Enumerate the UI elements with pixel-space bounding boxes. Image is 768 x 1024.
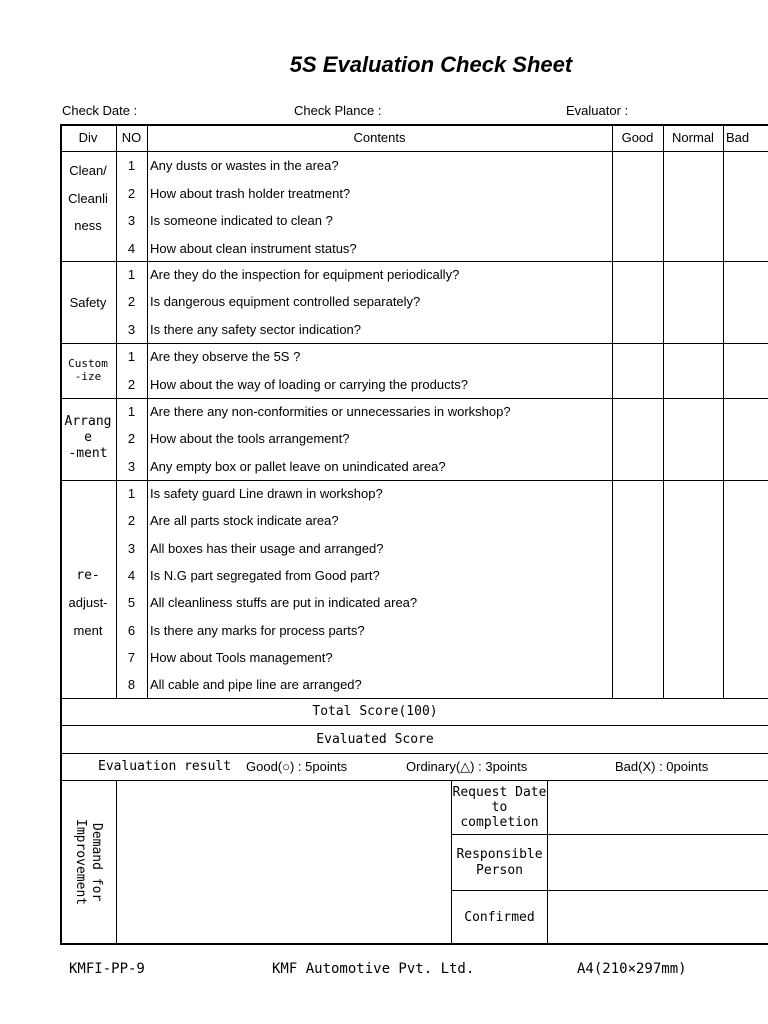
responsible-person-label: Responsible Person — [456, 846, 543, 878]
item-text: How about trash holder treatment? — [150, 185, 351, 201]
header-contents: Contents — [353, 130, 406, 145]
div-clean-line: ness — [74, 218, 102, 233]
evaluator-label: Evaluator : — [566, 103, 629, 118]
header-bad: Bad — [726, 130, 750, 145]
item-no: 1 — [127, 486, 136, 502]
table-vline — [116, 780, 117, 944]
item-text: How about Tools management? — [150, 649, 333, 665]
item-no: 5 — [127, 595, 136, 611]
evaluation-table — [60, 124, 768, 945]
item-no: 4 — [127, 568, 136, 584]
div-clean — [60, 157, 116, 240]
evaluation-result-label: Evaluation result — [98, 759, 232, 774]
demand-for-improvement-label: Demand for Improvement — [73, 818, 104, 906]
item-text: All cable and pipe line are arranged? — [150, 677, 362, 693]
table-hline — [60, 398, 768, 399]
item-text: How about the way of loading or carrying the products? — [150, 376, 468, 392]
item-no: 2 — [127, 513, 136, 529]
item-text: Is dangerous equipment controlled separately? — [150, 294, 421, 310]
item-no: 1 — [127, 349, 136, 365]
confirmed-label: Confirmed — [464, 909, 535, 925]
div-clean-line: Clean/ — [69, 163, 107, 178]
table-vline — [612, 124, 613, 698]
item-text: Are all parts stock indicate area? — [150, 513, 339, 529]
div-customize — [60, 357, 116, 383]
table-hline — [60, 943, 768, 945]
header-good: Good — [621, 130, 654, 145]
table-hline — [60, 124, 768, 126]
check-place-label: Check Plance : — [294, 103, 382, 118]
evaluation-good: Good(○) : 5points — [246, 759, 348, 774]
item-no: 6 — [127, 622, 136, 638]
table-vline — [723, 124, 724, 698]
item-text: Is someone indicated to clean ? — [150, 213, 333, 229]
div-customize-line: -ize — [74, 370, 102, 383]
table-hline — [60, 343, 768, 344]
div-arrangement-line: -ment — [68, 446, 108, 461]
evaluation-bad: Bad(X) : 0points — [615, 759, 709, 774]
table-hline — [452, 834, 768, 835]
div-readjustment-line: re- — [76, 568, 100, 583]
item-no: 3 — [127, 321, 136, 337]
item-text: How about clean instrument status? — [150, 240, 357, 256]
check-date-label: Check Date : — [62, 103, 138, 118]
item-no: 1 — [127, 267, 136, 283]
div-readjustment-line: ment — [73, 622, 103, 638]
request-date-label: Request Date to completion — [452, 784, 547, 830]
evaluation-ordinary: Ordinary(△) : 3points — [406, 758, 528, 774]
item-text: All boxes has their usage and arranged? — [150, 540, 384, 556]
item-no: 4 — [127, 240, 136, 256]
item-no: 2 — [127, 185, 136, 201]
item-no: 3 — [127, 540, 136, 556]
div-customize-line: Custom — [68, 357, 108, 370]
footer-code: KMFI-PP-9 — [69, 961, 145, 977]
item-no: 2 — [127, 431, 136, 447]
div-readjustment-line: adjust- — [68, 595, 108, 611]
div-arrangement — [60, 414, 116, 462]
div-readjustment — [60, 562, 116, 644]
header-no: NO — [121, 130, 142, 145]
table-vline — [116, 124, 117, 698]
item-no: 1 — [127, 404, 136, 420]
div-safety: Safety — [69, 294, 107, 310]
evaluated-score-label: Evaluated Score — [316, 731, 434, 747]
item-no: 8 — [127, 677, 136, 693]
page-title: 5S Evaluation Check Sheet — [289, 52, 573, 77]
table-hline — [60, 725, 768, 726]
item-text: Is there any marks for process parts? — [150, 622, 365, 638]
item-no: 1 — [127, 158, 136, 174]
div-arrangement-line: e — [84, 430, 92, 445]
table-vline — [147, 124, 148, 698]
table-vline — [451, 780, 452, 944]
item-text: Are they do the inspection for equipment periodically? — [150, 267, 460, 283]
item-text: How about the tools arrangement? — [150, 431, 350, 447]
item-text: Any dusts or wastes in the area? — [150, 158, 339, 174]
table-hline — [60, 261, 768, 262]
item-no: 2 — [127, 376, 136, 392]
item-text: Are there any non-conformities or unnecessaries in workshop? — [150, 404, 511, 420]
table-hline — [60, 151, 768, 152]
footer-company: KMF Automotive Pvt. Ltd. — [272, 961, 475, 977]
footer-paper: A4(210×297mm) — [577, 961, 687, 977]
table-hline — [60, 780, 768, 781]
table-vline — [663, 124, 664, 698]
item-text: All cleanliness stuffs are put in indicated area? — [150, 595, 418, 611]
item-no: 7 — [127, 649, 136, 665]
item-no: 2 — [127, 294, 136, 310]
header-normal: Normal — [672, 130, 714, 145]
item-text: Is there any safety sector indication? — [150, 321, 362, 337]
total-score-label: Total Score(100) — [312, 704, 438, 719]
item-text: Are they observe the 5S ? — [150, 349, 301, 365]
table-vline — [60, 124, 62, 945]
table-hline — [60, 698, 768, 699]
table-hline — [60, 753, 768, 754]
item-no: 3 — [127, 213, 136, 229]
table-vline — [547, 780, 548, 944]
item-text: Any empty box or pallet leave on unindicated area? — [150, 458, 446, 474]
div-clean-line: Cleanli — [68, 190, 108, 206]
table-hline — [60, 480, 768, 481]
table-hline — [452, 890, 768, 891]
item-text: Is safety guard Line drawn in workshop? — [150, 486, 383, 502]
item-no: 3 — [127, 458, 136, 474]
header-div: Div — [78, 130, 98, 145]
div-arrangement-line: Arrang — [64, 414, 112, 429]
item-text: Is N.G part segregated from Good part? — [150, 568, 380, 584]
